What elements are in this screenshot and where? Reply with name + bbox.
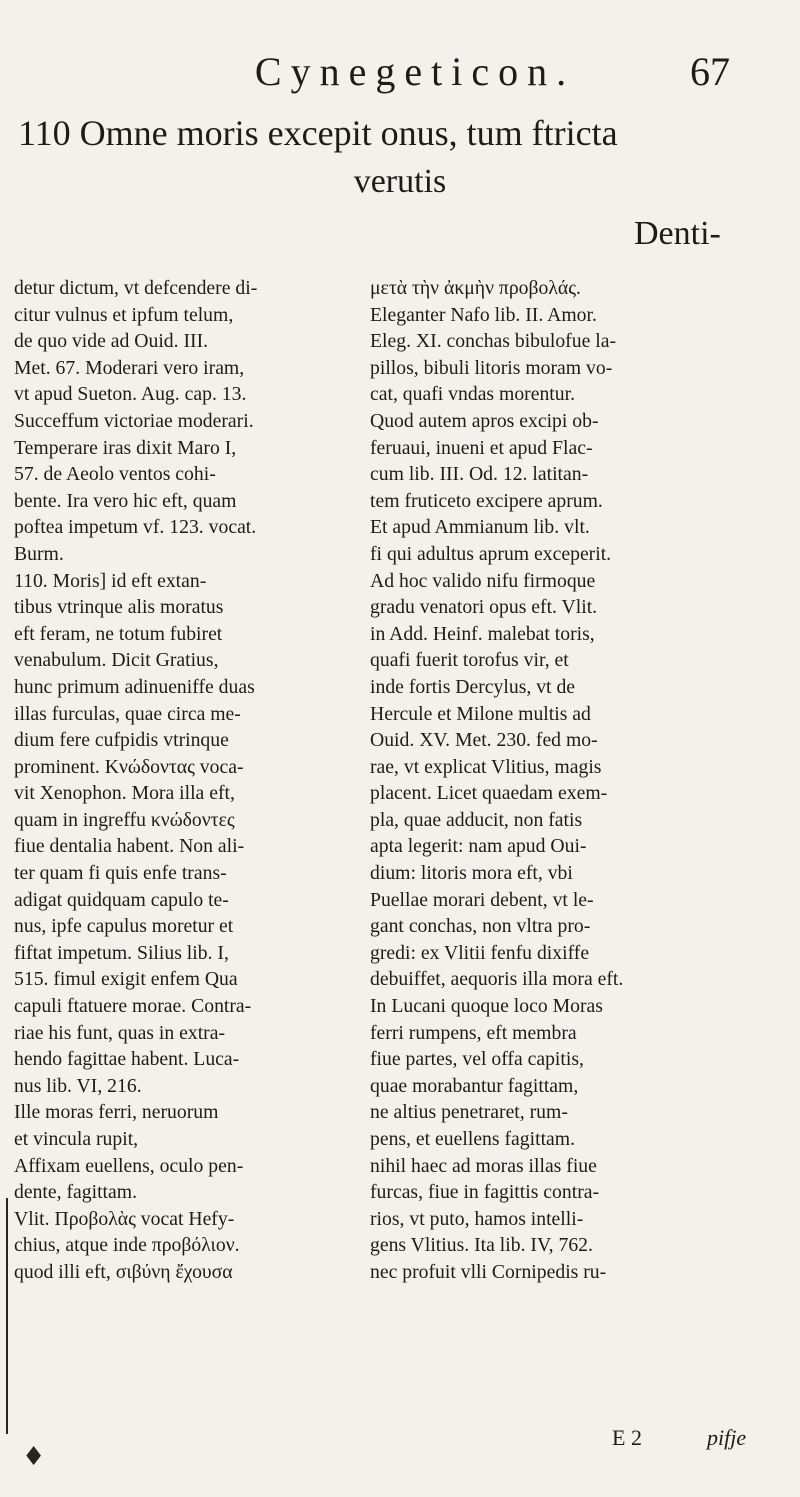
text-line: cum lib. III. Od. 12. latitan- xyxy=(370,463,589,486)
text-line: Eleganter Nafo lib. II. Amor. xyxy=(370,303,597,326)
text-line: fiue dentalia habent. Non ali- xyxy=(14,835,245,858)
text-line: inde fortis Dercylus, vt de xyxy=(370,675,576,698)
text-line: Puellae morari debent, vt le- xyxy=(370,888,594,911)
text-line: hendo fagittae habent. Luca- xyxy=(14,1048,240,1071)
text-line: hunc primum adinueniffe duas xyxy=(14,675,255,698)
text-line: vit Xenophon. Mora illa eft, xyxy=(14,782,235,805)
text-line: Hercule et Milone multis ad xyxy=(370,702,591,725)
page-number: 67 xyxy=(690,49,730,94)
text-line: quam in ingreffu κνώδοντες xyxy=(14,808,235,831)
text-line: venabulum. Dicit Gratius, xyxy=(14,649,219,672)
text-line: fi qui adultus aprum exceperit. xyxy=(370,542,612,565)
text-line: In Lucani quoque loco Moras xyxy=(370,995,603,1018)
text-line: Burm. xyxy=(14,542,64,565)
verse-line xyxy=(18,112,618,154)
text-line: Succeffum victoriae moderari. xyxy=(14,409,254,432)
text-line: adigat quidquam capulo te- xyxy=(14,888,229,911)
text-line: Et apud Ammianum lib. vlt. xyxy=(370,516,590,539)
text-line: Affixam euellens, oculo pen- xyxy=(14,1154,244,1177)
text-line: pillos, bibuli litoris moram vo- xyxy=(370,356,613,379)
text-line: gant conchas, non vltra pro- xyxy=(370,915,591,938)
text-line: ter quam fi quis enfe trans- xyxy=(14,862,227,885)
text-line: capuli ftatuere morae. Contra- xyxy=(14,995,252,1018)
verse-continuation: verutis xyxy=(353,163,447,200)
signature-mark: E 2 xyxy=(612,1425,642,1450)
verse-line-text: Omne moris excepit onus, tum ftricta xyxy=(79,113,618,153)
text-line: et vincula rupit, xyxy=(14,1128,139,1150)
text-line: Vlit. Προβολὰς vocat Hefy- xyxy=(14,1207,235,1230)
text-line: Quod autem apros excipi ob- xyxy=(370,409,599,432)
text-line: ne altius penetraret, rum- xyxy=(370,1101,568,1124)
text-line: Temperare iras dixit Maro I, xyxy=(14,436,237,459)
text-line: gredi: ex Vlitii fenfu dixiffe xyxy=(370,941,590,964)
text-line: bente. Ira vero hic eft, quam xyxy=(14,489,237,512)
running-head: Cynegeticon. xyxy=(254,49,576,94)
text-line: 57. de Aeolo ventos cohi- xyxy=(14,463,216,486)
text-line: furcas, fiue in fagittis contra- xyxy=(370,1181,600,1204)
text-line: 110. Moris] id eft extan- xyxy=(14,569,207,592)
text-line: detur dictum, vt defcendere di- xyxy=(14,277,258,299)
text-line: Eleg. XI. conchas bibulofue la- xyxy=(370,330,617,353)
text-line: debuiffet, aequoris illa mora eft. xyxy=(370,968,624,991)
text-line: apta legerit: nam apud Oui- xyxy=(370,835,587,858)
text-line: Ad hoc valido nifu firmoque xyxy=(370,569,596,592)
text-line: gens Vlitius. Ita lib. IV, 762. xyxy=(370,1234,593,1257)
text-line: prominent. Κνώδοντας voca- xyxy=(14,755,244,778)
verse-catchword: Denti- xyxy=(634,215,721,252)
text-line: rae, vt explicat Vlitius, magis xyxy=(370,755,602,778)
text-line: Ouid. XV. Met. 230. fed mo- xyxy=(370,729,598,752)
text-line: dium: litoris mora eft, vbi xyxy=(370,862,573,885)
printer-ornament-icon: ♦ xyxy=(22,1442,46,1472)
text-line: dium fere cufpidis vtrinque xyxy=(14,729,229,752)
text-line: feruaui, inueni et apud Flac- xyxy=(370,436,593,459)
text-line: fiue partes, vel offa capitis, xyxy=(370,1048,584,1071)
commentary-left-column xyxy=(14,275,356,1286)
footer-catchword: pifje xyxy=(707,1425,747,1450)
text-line: nihil haec ad moras illas fiue xyxy=(370,1154,597,1177)
text-line: nus lib. VI, 216. xyxy=(14,1074,142,1097)
text-line: placent. Licet quaedam exem- xyxy=(370,782,608,805)
text-line: citur vulnus et ipfum telum, xyxy=(14,303,234,326)
text-line: Ille moras ferri, neruorum xyxy=(14,1101,219,1124)
text-line: rios, vt puto, hamos intelli- xyxy=(370,1207,584,1230)
text-line: eft feram, ne totum fubiret xyxy=(14,622,223,645)
text-line: pla, quae adducit, non fatis xyxy=(370,808,583,831)
text-line: chius, atque inde προβόλιον. xyxy=(14,1234,240,1257)
text-line: vt apud Sueton. Aug. cap. 13. xyxy=(14,383,247,406)
text-line: dente, fagittam. xyxy=(14,1181,137,1204)
text-line: riae his funt, quas in extra- xyxy=(14,1021,226,1044)
text-line: quod illi eft, σιβύνη ἔχουσα xyxy=(14,1260,233,1283)
text-line: quae morabantur fagittam, xyxy=(370,1074,579,1097)
text-line: μετὰ τὴν ἀκμὴν προβολάς. xyxy=(370,277,581,299)
text-line: tem fruticeto excipere aprum. xyxy=(370,489,603,512)
text-line: 515. fimul exigit enfem Qua xyxy=(14,968,238,991)
text-line: pens, et euellens fagittam. xyxy=(370,1128,576,1150)
text-line: gradu venatori opus eft. Vlit. xyxy=(370,596,598,619)
text-line: ferri rumpens, eft membra xyxy=(370,1021,577,1044)
verse-line-number: 110 xyxy=(18,113,71,153)
text-line: tibus vtrinque alis moratus xyxy=(14,596,224,619)
quotation-rule xyxy=(6,1198,8,1434)
text-line: in Add. Heinf. malebat toris, xyxy=(370,622,595,645)
text-line: de quo vide ad Ouid. III. xyxy=(14,330,209,353)
text-line: poftea impetum vf. 123. vocat. xyxy=(14,516,257,539)
commentary-right-column xyxy=(370,275,768,1286)
text-line: fiftat impetum. Silius lib. I, xyxy=(14,941,229,964)
text-line: cat, quafi vndas morentur. xyxy=(370,383,576,406)
text-line: quafi fuerit torofus vir, et xyxy=(370,649,569,672)
text-line: nec profuit vlli Cornipedis ru- xyxy=(370,1260,607,1283)
text-line: Met. 67. Moderari vero iram, xyxy=(14,356,245,379)
text-line: nus, ipfe capulus moretur et xyxy=(14,915,234,938)
text-line: illas furculas, quae circa me- xyxy=(14,702,241,725)
